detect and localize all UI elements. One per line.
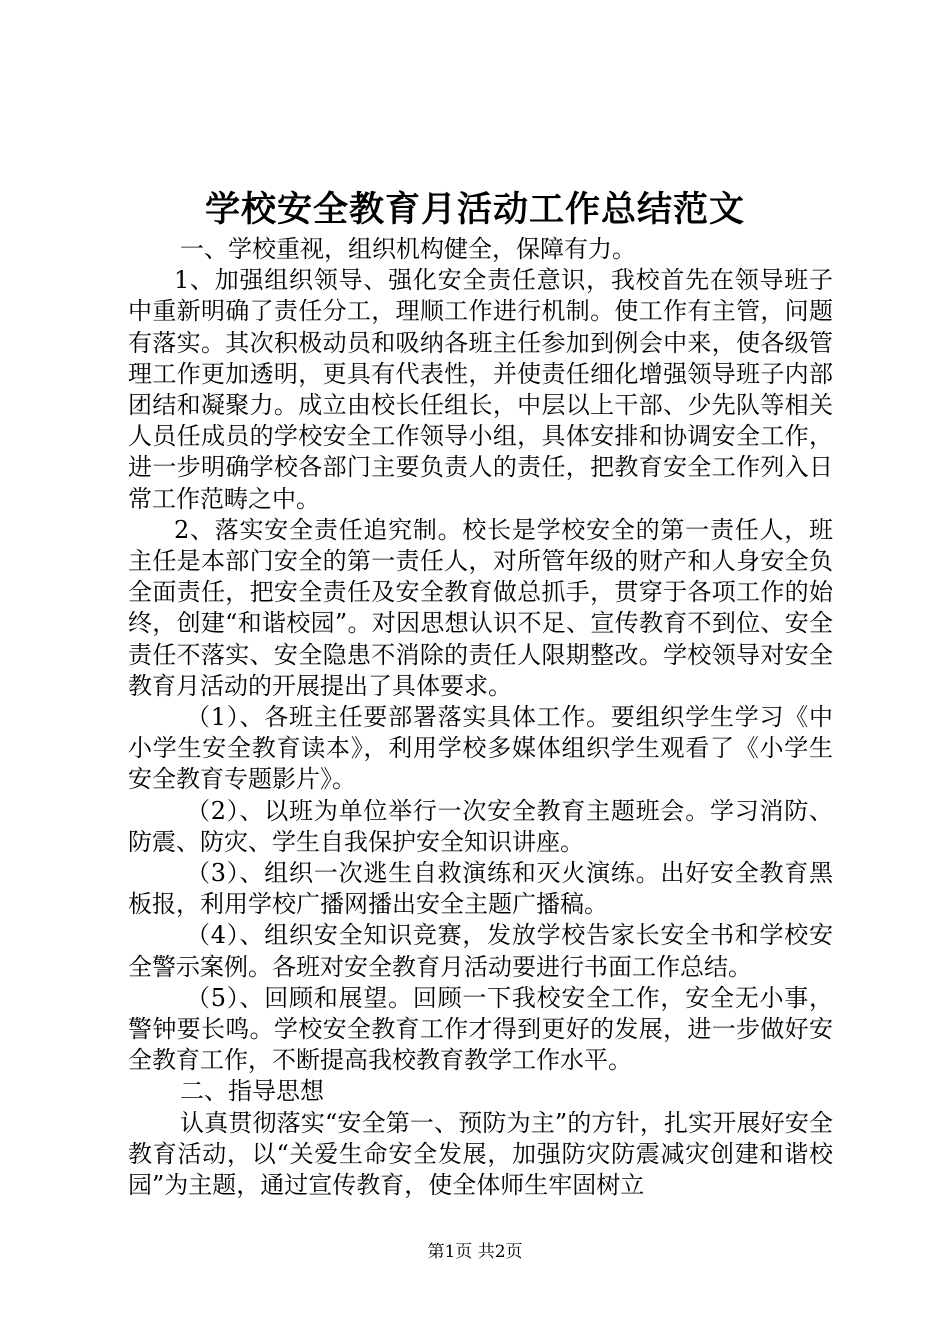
section-heading-1: 一、学校重视，组织机构健全，保障有力。 xyxy=(180,235,636,263)
section-heading-2: 二、指导思想 xyxy=(180,1077,324,1106)
list-item: （5）、回顾和展望。回顾一下我校安全工作，安全无小事，警钟要长鸣。学校安全教育工作才得到更好的发展，进一步做好安全教育工作，不断提高我校教育教学工作水平。 xyxy=(128,983,833,1075)
list-item: （4）、组织安全知识竞赛，发放学校告家长安全书和学校安全警示案例。各班对安全教育月活动要进行书面工作总结。 xyxy=(128,921,833,981)
body-paragraph: 2、落实安全责任追究制。校长是学校安全的第一责任人，班主任是本部门安全的第一责任人，对所管年级的财产和人身安全负全面责任，把安全责任及安全教育做总抓手，贯穿于各项工作的始终，创建“和谐校园”。对因思想认识不足、宣传教育不到位、安全责任不落实、安全隐患不消除的责任人限期整改。学校领导对安全教育月活动的开展提出了具体要求。 xyxy=(128,515,833,700)
page-footer: 第1页 共2页 xyxy=(427,1242,523,1262)
list-item: （3）、组织一次逃生自救演练和灭火演练。出好安全教育黑板报，利用学校广播网播出安全主题广播稿。 xyxy=(128,859,833,919)
list-item: （1）、各班主任要部署落实具体工作。要组织学生学习《中小学生安全教育读本》，利用学校多媒体组织学生观看了《小学生安全教育专题影片》。 xyxy=(128,703,833,794)
body-paragraph: 认真贯彻落实“安全第一、预防为主”的方针，扎实开展好安全教育活动，以“关爱生命安全发展，加强防灾防震减灾创建和谐校园”为主题，通过宣传教育，使全体师生牢固树立 xyxy=(128,1108,833,1200)
body-paragraph: 1、加强组织领导、强化安全责任意识，我校首先在领导班子中重新明确了责任分工，理顺工作进行机制。使工作有主管，问题有落实。其次积极动员和吸纳各班主任参加到例会中来，使各级管理工作更加透明，更具有代表性，并使责任细化增强领导班子内部团结和凝聚力。成立由校长任组长，中层以上干部、少先队等相关人员任成员的学校安全工作领导小组，具体安排和协调安全工作，进一步明确学校各部门主要负责人的责任，把教育安全工作列入日常工作范畴之中。 xyxy=(128,266,833,513)
page-title: 学校安全教育月活动工作总结范文 xyxy=(204,189,745,230)
list-item: （2）、以班为单位举行一次安全教育主题班会。学习消防、防震、防灾、学生自我保护安全知识讲座。 xyxy=(128,796,833,856)
document-body xyxy=(128,234,833,1201)
